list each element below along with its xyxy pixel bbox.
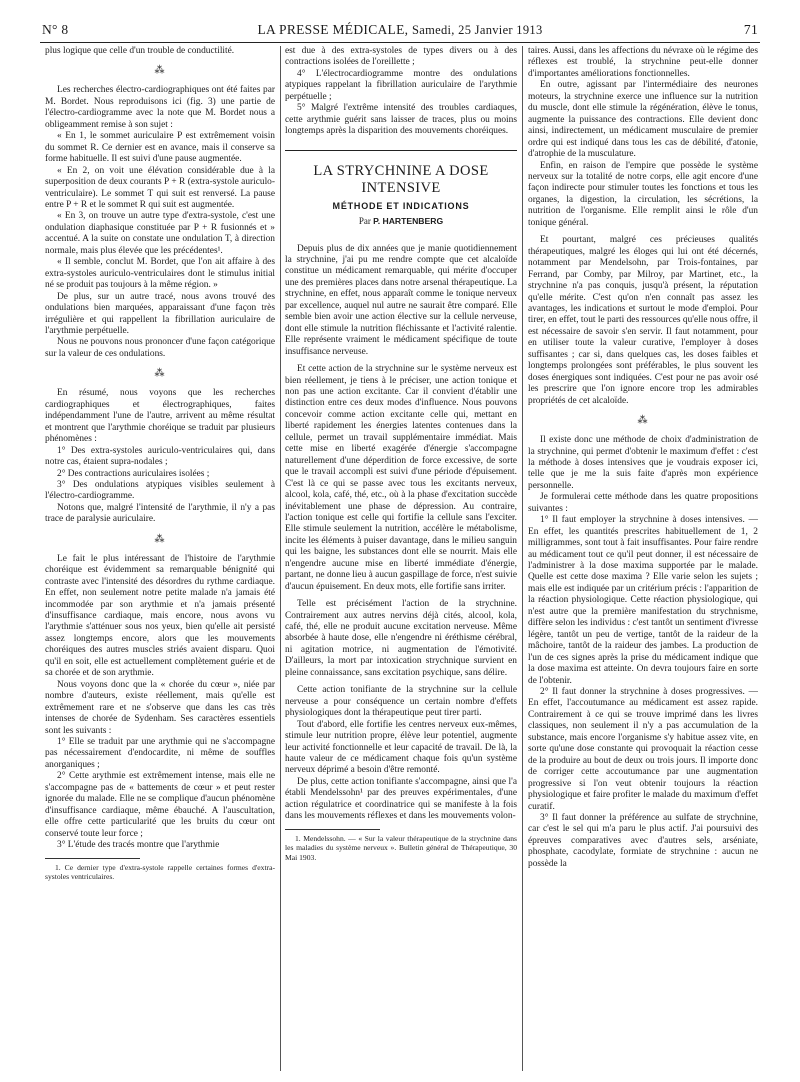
column-rule (280, 46, 281, 1071)
paragraph: Depuis plus de dix années que je manie quotidiennement la strychnine, j'ai pu me rendre compte que cet alcaloïde constitue un médicament remarquable, qui mérite d'occuper une des premières places dans notre arsenal thérapeutique. La strychnine, en effet, nous apparaît comme le tonique nerveux par excellence, auquel nul autre ne saurait être comparé. Elle semble bien avoir une action élective sur la cellule nerveuse, dont elle stimule la nutrition fléchissante et l'activité ralentie. Elle représente vraiment le médicament spécifique de toute insuffisance nerveuse. (285, 243, 517, 357)
footnote: 1. Mendelssohn. — « Sur la valeur thérapeutique de la strychnine dans les maladies du système nerveux ». Bulletin général de Thérapeutique, 30 Mai 1903. (285, 833, 517, 862)
column-middle (285, 46, 517, 1071)
paragraph: Enfin, en raison de l'empire que possède le système nerveux sur la totalité de notre corps, elle agit encore d'une façon indirecte pour stimuler toutes les fonctions et tous les organes, la digestion, la circulation, les sécrétions, la nutrition de l'organisme. Elle remplit ainsi le rôle d'un tonique général. (528, 160, 758, 228)
section-asterism: ⁂ (154, 533, 166, 545)
paragraph: De plus, sur un autre tracé, nous avons trouvé des ondulations bien marquées, apparaissant d'une façon très irrégulière et qui rappellent la fibrillation auriculaire de l'arythmie perpétuelle. (45, 291, 275, 336)
list-item: 2° Des contractions auriculaires isolées ; (57, 468, 210, 479)
footnote-rule (285, 829, 380, 830)
list-item: 3° Des ondulations atypiques visibles seulement à l'électro-cardiogramme. (45, 479, 275, 502)
paragraph: « En 3, on trouve un autre type d'extra-systole, c'est une ondulation diaphasique constituée par P + R fusionnés et » accentué. A la suite on constate une ondulation T, à direction normale, mais plus élevée que les précédentes¹. (45, 211, 275, 256)
paragraph: En résumé, nous voyons que les recherches cardiographiques et électrographiques, faites indépendamment l'une de l'autre, arrivent au même résultat et montrent que l'arythmie choréique se traduit par plusieurs phénomènes : (45, 388, 275, 445)
paragraph: Et cette action de la strychnine sur le système nerveux est bien réellement, je tiens à le préciser, une action tonique et non pas une action excitante. Car il convient d'établir une distinction entre ces deux modes d'influence. Nous pouvons concevoir comme action excitante celle qui, mettant en liberté rapidement les énergies latentes contenues dans la cellule, permet un travail supplémentaire immédiat. Mais cette mise en liberté exagérée d'énergie s'accompagne naturellement d'une déperdition de force excessive, de sorte que le travail accompli est suivi d'une période d'épuisement. C'est là ce qui se passe avec tous les excitants nerveux, alcool, kola, café, thé, etc., où à la phase d'excitation succède inévitablement une phase de dépression. Au contraire, l'action tonique est celle qui fortifie la cellule sans l'exciter. Elle stimule seulement la nutrition, accélère le métabolisme, incite les éléments à puiser davantage, dans le milieu sanguin qui les baigne, les substances dont elle se nourrit. Mais elle n'engendre aucune mise en liberté immédiate d'énergie, partant, ne donne lieu à aucun gaspillage de force, n'est suivie d'aucun épuisement. En deux mots, elle fortifie sans irriter. (285, 364, 517, 592)
list-item: 3° L'étude des tracés montre que l'arythmie (57, 840, 220, 851)
paragraph: En outre, agissant par l'intermédiaire des neurones moteurs, la strychnine exerce une influence sur la nutrition du muscle, dont elle stimule la régénération, élève le tonus, augmente la puissance des contractions. Elle devient donc ainsi, indirectement, un médicament musculaire de premier ordre qui est indiqué dans tous les cas de débilité, d'atonie, d'atrophie de la musculature. (528, 80, 758, 160)
paragraph: Nous ne pouvons nous prononcer d'une façon catégorique sur la valeur de ces ondulations. (45, 337, 275, 359)
paragraph: Tout d'abord, elle fortifie les centres nerveux eux-mêmes, stimule leur nutrition propre, élève leur potentiel, augmente leur activité fonctionnelle et leur capacité de travail. De là, la haute valeur de ce médicament chaque fois qu'un système nerveux déprimé a besoin d'être remonté. (285, 719, 517, 776)
section-asterism: ⁂ (154, 65, 166, 77)
list-item: 4° L'électrocardiogramme montre des ondulations atypiques rappelant la fibrillation auriculaire de l'arythmie perpétuelle ; (285, 68, 517, 102)
list-item: 1° Elle se traduit par une arythmie qui ne s'accompagne pas nécessairement d'endocardite, ni même de souffles anorganiques ; (45, 737, 275, 770)
paragraph: plus logique que celle d'un trouble de conductilité. (45, 46, 235, 56)
author-name: P. HARTENBERG (373, 216, 444, 227)
paragraph: « En 2, on voit une élévation considérable due à la superposition de deux courants P + R (extra-systole auriculo-ventriculaire). Le sommet T qui suit est renversé. La pause entre P + R et le sommet R qui suit est augmentée. (45, 165, 275, 210)
paragraph: Et pourtant, malgré ces précieuses qualités thérapeutiques, malgré les éloges qui lui ont été décernés, notamment par Mendelsohn, par Trois-fontaines, par Ferrand, par Comby, par Milroy, par Martinet, etc., la strychnine n'a pas conquis, jusqu'à présent, la réputation qu'elle mérite. C'est qu'on n'en connaît pas assez les avantages, les indications et surtout le mode d'emploi. Pour tirer, en effet, tout le parti des ressources qu'elle nous offre, il est nécessaire de savoir s'en servir. Il faut notamment, pour en utiliser toute la valeur curative, l'employer à doses suffisantes ; car si, dans quelques cas, les doses faibles et longtemps prolongées sont préférables, le plus souvent les doses énergiques sont indiquées. C'est pour ne pas avoir osé les prescrire que l'on ignore encore trop les admirables propriétés de cet alcaloïde. (528, 235, 758, 406)
list-item: 2° Cette arythmie est extrêmement intense, mais elle ne s'accompagne pas de « battements de cœur » et peut rester ignorée du malade. Elle ne se complique d'aucun phénomène d'insuffisance cardiaque, même ébauché. A l'auscultation, elle offre cette particularité que les bruits du cœur ont conservé toute leur force ; (45, 771, 275, 839)
paragraph: Telle est précisément l'action de la strychnine. Contrairement aux autres nervins déjà cités, alcool, kola, café, thé, elle ne produit aucune excitation nerveuse. Même absorbée à haute dose, elle n'engendre ni éréthisme cérébral, ni agitation motrice, ni augmentation de l'émotivité. D'ailleurs, la mort par intoxication strychnique survient en pleine connaissance, sans excitation psychique, sans délire. (285, 599, 517, 678)
column-left (45, 46, 275, 1071)
list-item: 2° Il faut donner la strychnine à doses progressives. — En effet, l'accoutumance au médicament est assez rapide. Contrairement à ce qui se trouve imprimé dans les livres classiques, non seulement il n'y a pas accumulation de la substance, mais encore l'organisme s'y habitue assez vite, en sorte qu'une dose constante qui provoquait la réaction cesse de la produire au bout de deux ou trois jours. Il importe donc de corriger cette accoutumance par une augmentation progressive si l'on veut obtenir toujours la réaction physiologique et faire profiter le malade du maximum d'effet curatif. (528, 687, 758, 812)
paragraph: Les recherches électro-cardiographiques ont été faites par M. Bordet. Nous reproduisons ici (fig. 3) une partie de l'électro-cardiogramme avec la note que M. Bordet nous a obligeamment remise à son sujet : (45, 85, 275, 130)
paragraph: Il existe donc une méthode de choix d'administration de la strychnine, qui permet d'obtenir le maximum d'effet : c'est la méthode à doses intensives que je voudrais exposer ici, telle que je me la suis faite d'après mon expérience personnelle. (528, 435, 758, 491)
paragraph: Le fait le plus intéressant de l'histoire de l'arythmie choréique est évidemment sa remarquable bénignité qui contraste avec l'intensité des désordres du rythme cardiaque. En effet, non seulement notre petite malade n'a jamais été incommodée par son arythmie et n'a jamais présenté d'insuffisance cardiaque, mais encore, nous avons vu l'arythmie s'atténuer sous nos yeux, bien qu'elle ait persisté assez longtemps encore, alors que les mouvements choréiques des autres muscles striés avaient disparu. Quoi qu'il en soit, elle est actuellement complètement guérie et de sa chorée et de son arythmie. (45, 553, 275, 679)
footnotes (45, 863, 275, 882)
list-item: 3° Il faut donner la préférence au sulfate de strychnine, car c'est le sel qui m'a paru le plus actif. J'ai poursuivi des épreuves comparatives avec d'autres sels, arséniate, phosphate, cacodylate, formiate de strychnine : aucun ne possède la (528, 813, 758, 869)
paragraph: Nous voyons donc que la « chorée du cœur », niée par nombre d'auteurs, existe réellement, mais qu'elle est extrêmement rare et ne s'observe que dans les cas très intenses de chorée de Sydenham. Ses caractères essentiels sont les suivants : (45, 679, 275, 736)
journal-name: LA PRESSE MÉDICALE, (257, 22, 409, 37)
paragraph: Notons que, malgré l'intensité de l'arythmie, il n'y a pas trace de paralysie auriculaire. (45, 502, 275, 525)
paragraph: « En 1, le sommet auriculaire P est extrêmement voisin du sommet R. Ce dernier est en avance, mais il conserve sa forme habituelle. Il est suivi d'une pause augmentée. (45, 131, 275, 165)
list-item: 1° Des extra-systoles auriculo-ventriculaires qui, dans notre cas, étaient supra-nodales ; (45, 445, 275, 468)
footnote: 1. Ce dernier type d'extra-systole rappelle certaines formes d'extra-systoles ventriculaires. (45, 862, 275, 881)
column-rule (522, 46, 523, 1071)
page-number-left: N° 8 (42, 22, 69, 37)
section-asterism: ⁂ (637, 415, 649, 427)
paragraph: Cette action tonifiante de la strychnine sur la cellule nerveuse a pour conséquence un certain nombre d'effets physiologiques dont la thérapeutique peut tirer parti. (285, 685, 517, 719)
issue-date: Samedi, 25 Janvier 1913 (412, 23, 543, 37)
byline-prefix: Par (358, 216, 371, 227)
paragraph: Je formulerai cette méthode dans les quatre propositions suivantes : (528, 492, 758, 514)
list-item: 1° Il faut employer la strychnine à doses intensives. — En effet, les quantités prescrites habituellement de 1, 2 milligrammes, sont tout à fait insuffisantes. Pour faire rendre au médicament tout ce qu'il peut donner, il est nécessaire de l'administrer à la dose maxima supportée par le malade. Quelle est cette dose maxima ? Elle varie selon les sujets ; mais elle est indiquée par un critérium précis : l'apparition de la réaction physiologique. Cette réaction physiologique, qui n'est autre que la première manifestation du strychnisme, diffère selon les individus : c'est tantôt un sentiment d'ivresse légère, tantôt un peu de vertige, tantôt de la raideur de la mâchoire, tantôt de la raideur des jambes. La production de l'un de ces signes après la prise du médicament indique que la dose maxima est atteinte. On devra toujours faire en sorte de l'obtenir. (528, 515, 758, 686)
paragraph: taires. Aussi, dans les affections du névraxe où le régime des réflexes est troublé, la strychnine peut-elle donner d'importantes améliorations fonctionnelles. (528, 46, 758, 79)
paragraph: De plus, cette action tonifiante s'accompagne, ainsi que l'a établi Mendelssohn¹ par des preuves expérimentales, d'une action régulatrice et coordinatrice qui se manifeste à la fois dans les mouvements réflexes et dans les mouvements volon- (285, 776, 517, 822)
footnotes (285, 834, 517, 862)
page-number-right: 71 (743, 22, 758, 37)
footnote-rule (45, 858, 140, 859)
section-asterism: ⁂ (154, 368, 166, 380)
list-item: 5° Malgré l'extrême intensité des troubles cardiaques, cette arythmie guérit sans laisser de traces, plus ou moins longtemps après la disparition des mouvements choréiques. (285, 103, 517, 137)
column-right (528, 46, 758, 1071)
paragraph: « Il semble, conclut M. Bordet, que l'on ait affaire à des extra-systoles auriculo-ventriculaires dont le stimulus initial né se produit pas toujours à la même région. » (45, 257, 275, 291)
running-header (40, 18, 760, 43)
article-byline (285, 216, 517, 227)
article-subtitle: MÉTHODE ET INDICATIONS (332, 200, 470, 211)
paragraph: est due à des extra-systoles de types divers ou à des contractions isolées de l'oreillette ; (285, 46, 517, 68)
journal-title (40, 22, 760, 38)
article-title: LA STRYCHNINE A DOSE INTENSIVE (285, 150, 517, 197)
